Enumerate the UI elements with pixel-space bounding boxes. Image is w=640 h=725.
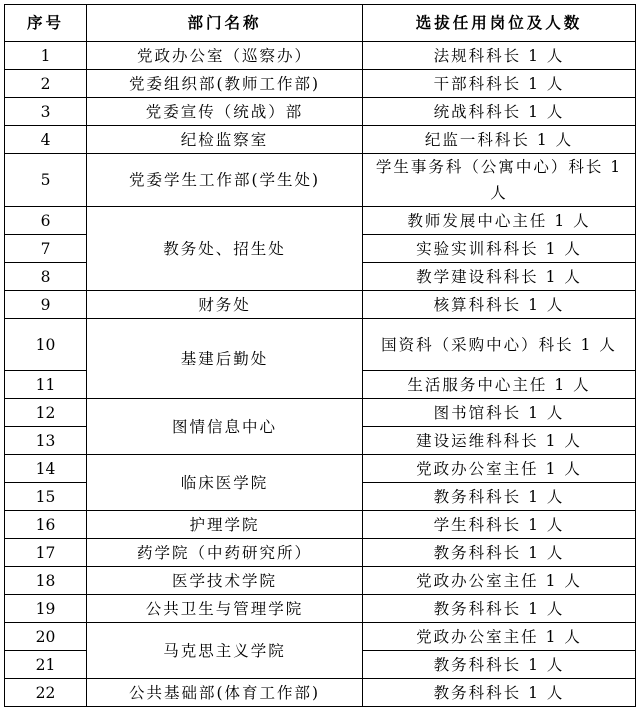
- dept-cell: 临床医学院: [87, 455, 363, 511]
- table-row: [5, 511, 636, 539]
- positions-table: [4, 4, 636, 707]
- dept-cell: 教务处、招生处: [87, 207, 363, 291]
- table-row: [5, 567, 636, 595]
- position-cell: 党政办公室主任 1 人: [363, 623, 636, 651]
- seq-cell: 19: [5, 595, 87, 623]
- table-row: [5, 399, 636, 427]
- position-cell: 学生科科长 1 人: [363, 511, 636, 539]
- dept-cell: 纪检监察室: [87, 126, 363, 154]
- dept-cell: 党政办公室（巡察办）: [87, 42, 363, 70]
- table-row: [5, 126, 636, 154]
- seq-cell: 15: [5, 483, 87, 511]
- dept-cell: 医学技术学院: [87, 567, 363, 595]
- position-cell: 学生事务科（公寓中心）科长 1 人: [363, 154, 636, 207]
- table-row: [5, 42, 636, 70]
- table-row: [5, 70, 636, 98]
- seq-cell: 1: [5, 42, 87, 70]
- position-cell: 教师发展中心主任 1 人: [363, 207, 636, 235]
- position-cell: 党政办公室主任 1 人: [363, 455, 636, 483]
- dept-cell: 图情信息中心: [87, 399, 363, 455]
- header-seq: 序号: [5, 5, 87, 42]
- position-cell: 教学建设科科长 1 人: [363, 263, 636, 291]
- position-cell: 生活服务中心主任 1 人: [363, 371, 636, 399]
- dept-cell: 马克思主义学院: [87, 623, 363, 679]
- seq-cell: 20: [5, 623, 87, 651]
- seq-cell: 8: [5, 263, 87, 291]
- dept-cell: 财务处: [87, 291, 363, 319]
- dept-cell: 公共基础部(体育工作部): [87, 679, 363, 707]
- seq-cell: 3: [5, 98, 87, 126]
- header-dept: 部门名称: [87, 5, 363, 42]
- seq-cell: 18: [5, 567, 87, 595]
- position-cell: 法规科科长 1 人: [363, 42, 636, 70]
- seq-cell: 2: [5, 70, 87, 98]
- seq-cell: 7: [5, 235, 87, 263]
- position-cell: 党政办公室主任 1 人: [363, 567, 636, 595]
- table-row: [5, 595, 636, 623]
- seq-cell: 6: [5, 207, 87, 235]
- dept-cell: 药学院（中药研究所）: [87, 539, 363, 567]
- dept-cell: 基建后勤处: [87, 319, 363, 399]
- dept-cell: 党委组织部(教师工作部): [87, 70, 363, 98]
- dept-cell: 党委宣传（统战）部: [87, 98, 363, 126]
- position-cell: 教务科科长 1 人: [363, 483, 636, 511]
- seq-cell: 14: [5, 455, 87, 483]
- table-row: [5, 319, 636, 371]
- table-row: [5, 154, 636, 207]
- position-cell: 统战科科长 1 人: [363, 98, 636, 126]
- seq-cell: 17: [5, 539, 87, 567]
- table-row: [5, 455, 636, 483]
- table-row: [5, 539, 636, 567]
- table-row: [5, 679, 636, 707]
- seq-cell: 16: [5, 511, 87, 539]
- table-row: [5, 98, 636, 126]
- position-cell: 教务科科长 1 人: [363, 595, 636, 623]
- position-cell: 教务科科长 1 人: [363, 539, 636, 567]
- seq-cell: 4: [5, 126, 87, 154]
- position-cell: 干部科科长 1 人: [363, 70, 636, 98]
- table-row: [5, 207, 636, 235]
- seq-cell: 21: [5, 651, 87, 679]
- position-cell: 建设运维科科长 1 人: [363, 427, 636, 455]
- seq-cell: 13: [5, 427, 87, 455]
- position-cell: 纪监一科科长 1 人: [363, 126, 636, 154]
- seq-cell: 12: [5, 399, 87, 427]
- dept-cell: 护理学院: [87, 511, 363, 539]
- dept-cell: 党委学生工作部(学生处): [87, 154, 363, 207]
- position-cell: 实验实训科科长 1 人: [363, 235, 636, 263]
- seq-cell: 9: [5, 291, 87, 319]
- seq-cell: 11: [5, 371, 87, 399]
- position-cell: 图书馆科长 1 人: [363, 399, 636, 427]
- table-row: [5, 291, 636, 319]
- seq-cell: 10: [5, 319, 87, 371]
- seq-cell: 5: [5, 154, 87, 207]
- position-cell: 核算科科长 1 人: [363, 291, 636, 319]
- seq-cell: 22: [5, 679, 87, 707]
- position-cell: 教务科科长 1 人: [363, 651, 636, 679]
- table-header-row: [5, 5, 636, 42]
- position-cell: 教务科科长 1 人: [363, 679, 636, 707]
- header-positions: 选拔任用岗位及人数: [363, 5, 636, 42]
- position-cell: 国资科（采购中心）科长 1 人: [363, 319, 636, 371]
- table-row: [5, 623, 636, 651]
- dept-cell: 公共卫生与管理学院: [87, 595, 363, 623]
